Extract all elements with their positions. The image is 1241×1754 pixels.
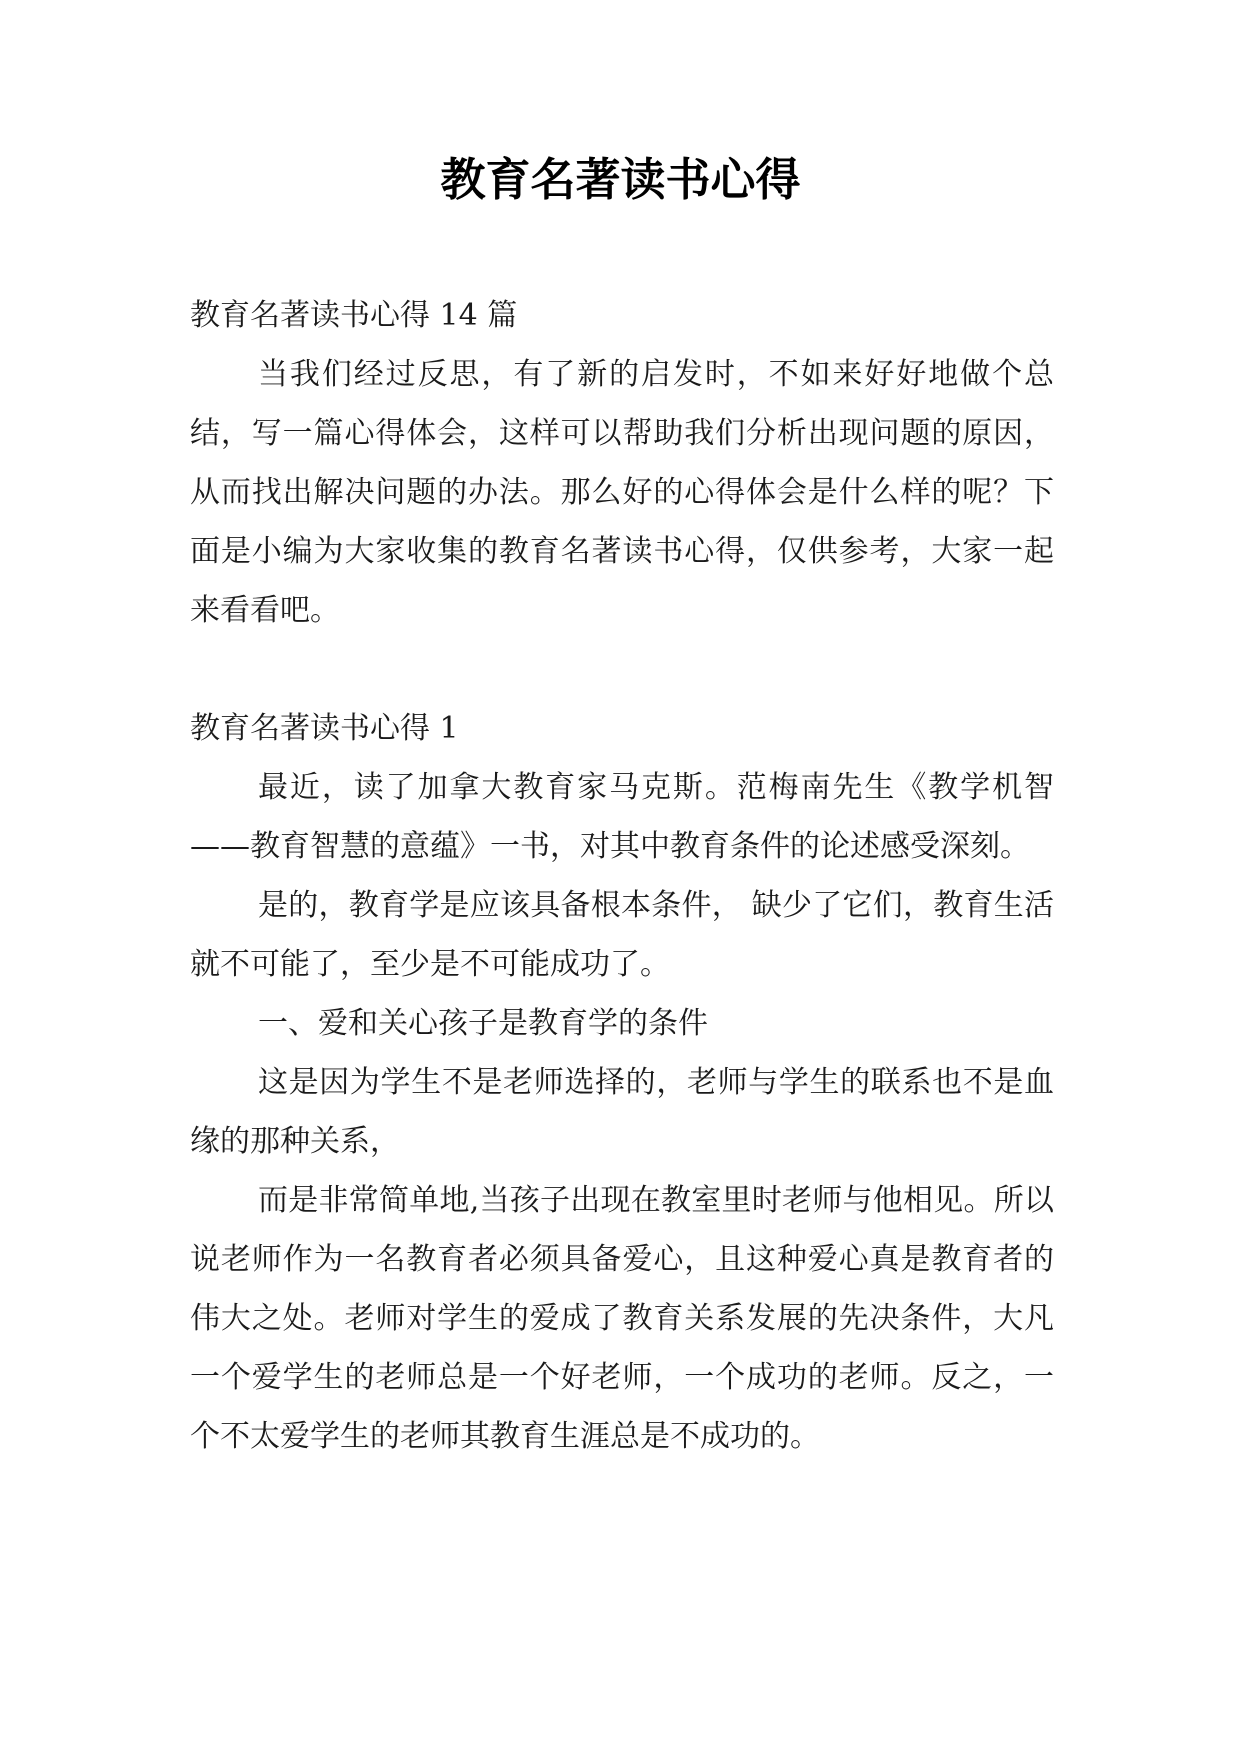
document-title: 教育名著读书心得 (440, 153, 801, 206)
section-heading: 教育名著读书心得 1 (190, 711, 459, 746)
body-paragraph: 这是因为学生不是老师选择的，老师与学生的联系也不是血缘的那种关系， (190, 1065, 1054, 1159)
body-paragraph: 最近，读了加拿大教育家马克斯。范梅南先生《教学机智——教育智慧的意蕴》一书，对其中教育条件的论述感受深刻。 (190, 770, 1054, 864)
collection-heading: 教育名著读书心得 14 篇 (190, 298, 518, 333)
intro-paragraph: 当我们经过反思，有了新的启发时，不如来好好地做个总结，写一篇心得体会，这样可以帮助我们分析出现问题的原因，从而找出解决问题的办法。那么好的心得体会是什么样的呢？下面是小编为大家收集的教育名著读书心得，仅供参考，大家一起来看看吧。 (190, 357, 1054, 628)
section-spacer (190, 640, 1054, 699)
body-paragraph: 是的，教育学是应该具备根本条件， 缺少了它们，教育生活就不可能了，至少是不可能成功了。 (190, 888, 1054, 982)
body-paragraph: 而是非常简单地,当孩子出现在教室里时老师与他相见。所以说老师作为一名教育者必须具备爱心，且这种爱心真是教育者的伟大之处。老师对学生的爱成了教育关系发展的先决条件，大凡一个爱学生的老师总是一个好老师，一个成功的老师。反之，一个不太爱学生的老师其教育生涯总是不成功的。 (190, 1183, 1054, 1454)
document-body (190, 286, 1054, 1466)
subheading-paragraph: 一、爱和关心孩子是教育学的条件 (258, 1006, 708, 1041)
